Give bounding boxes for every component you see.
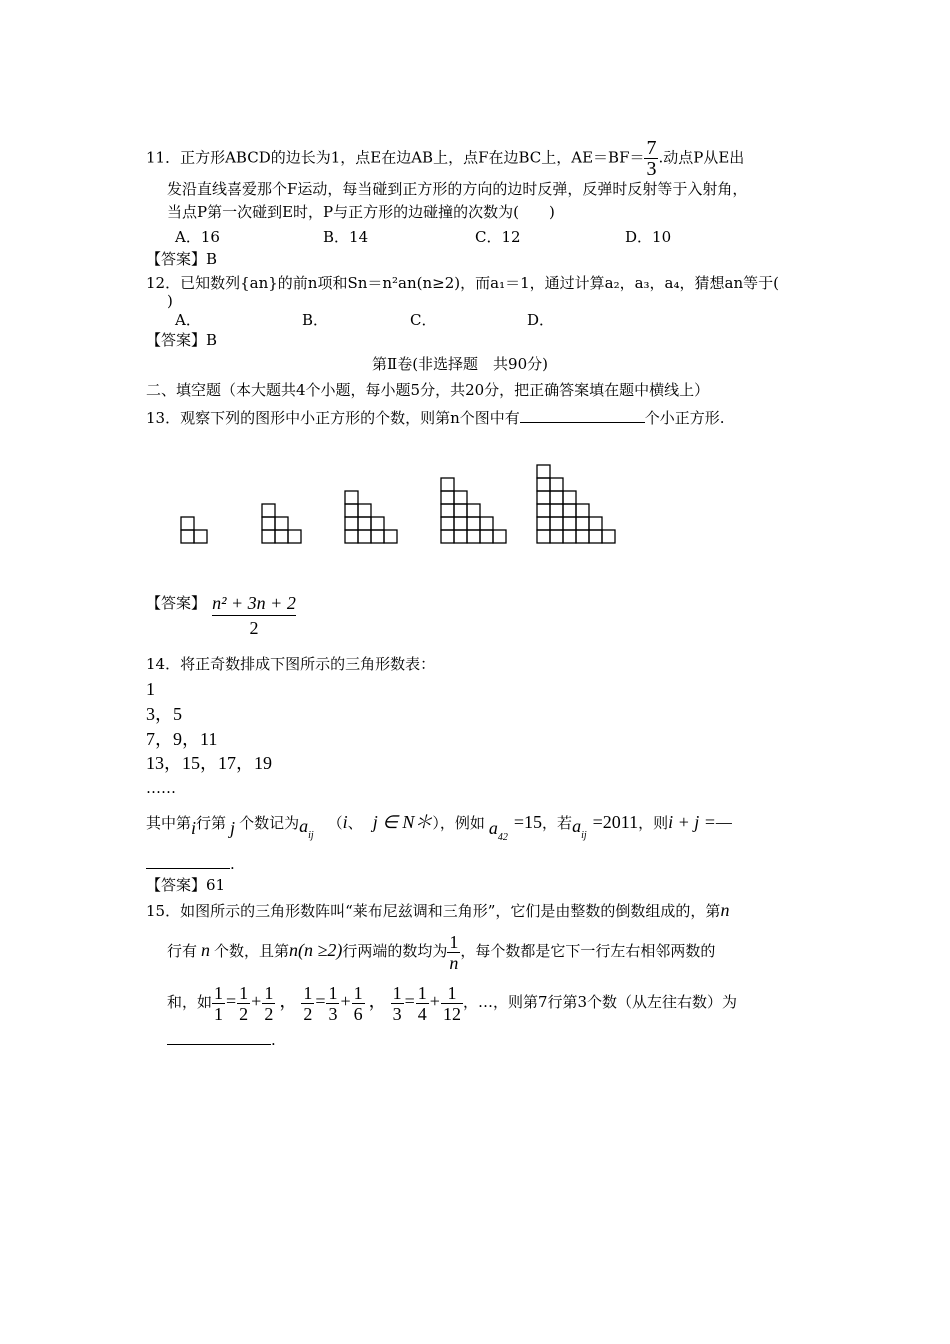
staircase-square: [454, 491, 467, 504]
q15-example-2-lhs-den: 2: [303, 1003, 313, 1024]
staircase-group: [181, 465, 615, 543]
section-title: 第Ⅱ卷(非选择题 共90分): [372, 355, 548, 373]
staircase-square: [550, 530, 563, 543]
q11-option-d: D．10: [625, 228, 672, 246]
staircase-square: [550, 517, 563, 530]
q15-example-1-term1: [237, 983, 250, 1024]
q14-row-ellipsis: ……: [146, 779, 176, 797]
q15-line2-d: ，每个数都是它下一行左右相邻两数的: [460, 942, 716, 960]
q15-example-3-lhs-den: 3: [392, 1003, 402, 1024]
q14-desc-j: j: [230, 818, 236, 838]
q15-answer-blank[interactable]: [167, 1030, 271, 1045]
q13-answer-blank[interactable]: [520, 406, 645, 423]
staircase-square: [480, 530, 493, 543]
q12-line2: ): [167, 292, 173, 310]
staircase-square: [441, 491, 454, 504]
q15-example-1-term1-num: 1: [239, 982, 249, 1003]
q15-example-1-lhs-den: 1: [214, 1003, 224, 1024]
q15-example-2-term2-num: 1: [353, 982, 363, 1003]
staircase-square: [563, 504, 576, 517]
q15-frac-num: 1: [449, 931, 459, 952]
staircase-square: [576, 530, 589, 543]
q14-intro: 14．将正奇数排成下图所示的三角形数表：: [146, 655, 436, 673]
q11-answer: 【答案】B: [146, 250, 218, 268]
staircase-square: [441, 517, 454, 530]
q15-example-1-term2: [262, 983, 275, 1024]
q15-example-2-lhs: [301, 983, 314, 1024]
q14-blank-line: [146, 852, 235, 874]
q14-desc-a42: a: [488, 818, 498, 838]
staircase-square: [589, 517, 602, 530]
q11-fraction: [644, 138, 658, 179]
q15-example-2-term1-den: 3: [328, 1003, 338, 1024]
staircase-square: [441, 478, 454, 491]
q15-line3-b: ，…，则第7行第3个数（从左往右数）为: [462, 993, 738, 1011]
q14-desc-sub-ij: ij: [308, 830, 314, 841]
q14-desc-12: ，则: [638, 814, 669, 832]
staircase-square: [454, 530, 467, 543]
q13-answer-numerator: [212, 591, 296, 616]
q14-desc-i: i: [191, 818, 197, 838]
q14-end: .: [230, 855, 235, 873]
q12-answer: 【答案】B: [146, 331, 218, 349]
q14-desc-aij: a: [299, 816, 309, 836]
q15-line1-n: n: [720, 900, 730, 920]
q15-end: .: [271, 1031, 276, 1049]
staircase-square: [345, 517, 358, 530]
staircase-square: [537, 504, 550, 517]
q15-line1-text: 15．如图所示的三角形数阵叫“莱布尼兹调和三角形”，它们是由整数的倒数组成的，第: [146, 902, 721, 920]
q11-text-pre: 11．正方形ABCD的边长为1，点E在边AB上，点F在边BC上，AE＝BF＝: [146, 148, 645, 167]
q15-line3-a: 和，如: [167, 993, 213, 1011]
staircase-square: [467, 530, 480, 543]
q15-example-1-term2-den: 2: [264, 1003, 274, 1024]
q14-row-4: 13，15，17，19: [146, 753, 272, 773]
staircase-figures: [0, 430, 950, 550]
q15-line1: [146, 900, 729, 921]
staircase-square: [467, 517, 480, 530]
q14-desc-8: ），例如: [432, 814, 485, 832]
q11-line2: 发沿直线喜爱那个F运动，每当碰到正方形的方向的边时反弹，反弹时反射等于入射角，: [167, 180, 748, 198]
q14-answer-blank[interactable]: [146, 852, 230, 869]
q13-answer-fraction: [212, 591, 296, 640]
q13-answer-label: 【答案】: [146, 594, 207, 612]
q12-line1: 12．已知数列{an}的前n项和Sn＝n²an(n≥2)，而a₁＝1，通过计算a₂，a₃，a₄，猜想an等于(: [146, 274, 779, 292]
q14-description: [146, 808, 732, 852]
staircase-square: [262, 530, 275, 543]
q14-desc-3: 个数记为: [239, 814, 300, 832]
staircase-square: [493, 530, 506, 543]
q15-line2-a: 行有: [167, 942, 198, 960]
staircase-square: [537, 478, 550, 491]
math-operator: +: [340, 991, 351, 1011]
q13-text: [146, 406, 725, 428]
q12-option-c: C．: [410, 311, 437, 329]
q13-text-post: 个小正方形.: [644, 409, 725, 427]
staircase-square: [358, 504, 371, 517]
q15-example-3-lhs: [391, 983, 404, 1024]
q14-desc-10: ，若: [542, 814, 573, 832]
staircase-square: [602, 530, 615, 543]
staircase-square: [345, 491, 358, 504]
q11-line1: [146, 138, 744, 179]
q15-example-3-term2-den: 12: [442, 1003, 461, 1024]
q15-example-2-lhs-num: 1: [303, 982, 313, 1003]
staircase-square: [454, 517, 467, 530]
q14-desc-13: i + j =—: [668, 812, 732, 832]
staircase-square: [563, 530, 576, 543]
q15-example-2-term1: [326, 983, 339, 1024]
q14-desc-a2: a: [572, 816, 582, 836]
q15-line2: [167, 926, 715, 975]
q12-option-d: D．: [527, 311, 555, 329]
math-operator: +: [429, 991, 440, 1011]
q15-line2-b: 个数，且第: [214, 942, 290, 960]
q14-desc-6: 、: [347, 814, 363, 832]
q15-example-3-term2: [441, 983, 463, 1024]
staircase-square: [262, 504, 275, 517]
q11-option-b: B．14: [323, 228, 369, 246]
q15-example-1-lhs: [212, 983, 225, 1024]
q14-desc-7: j ∈ N＊: [372, 812, 433, 832]
q15-example-3-term1-den: 4: [417, 1003, 427, 1024]
q13-answer-denominator: 2: [249, 618, 259, 638]
math-operator: =: [404, 991, 415, 1011]
section-subtitle: 二、填空题（本大题共4个小题，每小题5分，共20分，把正确答案填在题中横线上）: [146, 381, 710, 399]
staircase-square: [358, 530, 371, 543]
staircase-square: [371, 530, 384, 543]
staircase-square: [288, 530, 301, 543]
q11-option-c: C．12: [475, 228, 521, 246]
q11-frac-den: 3: [646, 158, 657, 180]
q14-desc-sub-ij2: ij: [581, 830, 587, 841]
q15-blank-line: [167, 1030, 276, 1050]
q11-frac-num: 7: [646, 137, 657, 159]
staircase-square: [371, 517, 384, 530]
q15-line2-cond: n(n ≥2): [289, 940, 343, 960]
staircase-square: [550, 504, 563, 517]
q14-desc-4: （: [327, 814, 343, 832]
staircase-square: [576, 504, 589, 517]
staircase-square: [181, 530, 194, 543]
staircase-square: [480, 517, 493, 530]
math-operator: ，: [368, 991, 387, 1011]
staircase-square: [537, 530, 550, 543]
staircase-square: [384, 530, 397, 543]
staircase-square: [275, 530, 288, 543]
q12-option-b: B．: [302, 311, 329, 329]
staircase-square: [358, 517, 371, 530]
q15-example-1-term2-num: 1: [264, 982, 274, 1003]
staircase-square: [181, 517, 194, 530]
staircase-square: [441, 530, 454, 543]
q14-desc-1: 其中第: [146, 814, 192, 832]
q14-row-1: 1: [146, 679, 155, 699]
staircase-square: [589, 530, 602, 543]
math-operator: ，: [279, 991, 298, 1011]
staircase-square: [576, 517, 589, 530]
q15-line2-n: n: [201, 940, 211, 960]
staircase-square: [563, 491, 576, 504]
q15-line2-c: 行两端的数均为: [342, 942, 448, 960]
q14-desc-9: =15: [513, 812, 543, 832]
q15-example-3-term1-num: 1: [417, 982, 427, 1003]
q14-desc-2: 行第: [196, 814, 227, 832]
staircase-square: [262, 517, 275, 530]
q15-example-1-lhs-num: 1: [214, 982, 224, 1003]
q15-example-2-term2: [352, 983, 365, 1024]
q15-examples: [212, 982, 463, 1024]
math-operator: +: [251, 991, 262, 1011]
staircase-square: [194, 530, 207, 543]
staircase-square: [550, 478, 563, 491]
q15-line3: [167, 977, 737, 1026]
q12-option-a: A．: [175, 311, 201, 329]
staircase-square: [454, 504, 467, 517]
q14-row-2: 3，5: [146, 704, 182, 724]
q14-answer: 【答案】61: [146, 876, 226, 894]
q15-example-1-term1-den: 2: [239, 1003, 249, 1024]
q15-frac-den: n: [449, 952, 459, 973]
q14-desc-sub-42: 42: [497, 832, 508, 843]
math-operator: =: [315, 991, 326, 1011]
q13-numerator-text: n² + 3n + 2: [212, 593, 296, 613]
staircase-square: [345, 504, 358, 517]
staircase-square: [537, 491, 550, 504]
staircase-square: [441, 504, 454, 517]
q15-example-3-term2-num: 1: [441, 983, 463, 1004]
q14-desc-5: i: [342, 812, 348, 832]
q11-text-post: .动点P从E出: [658, 148, 745, 167]
staircase-square: [467, 504, 480, 517]
q11-option-a: A．16: [175, 228, 220, 246]
math-operator: =: [226, 991, 237, 1011]
staircase-square: [550, 491, 563, 504]
q13-text-pre: 13．观察下列的图形中小正方形的个数，则第n个图中有: [146, 409, 520, 427]
q14-desc-11: =2011: [592, 812, 639, 832]
q15-example-2-term2-den: 6: [353, 1003, 363, 1024]
staircase-square: [537, 465, 550, 478]
q15-example-3-lhs-num: 1: [392, 982, 402, 1003]
q15-example-3-term1: [416, 983, 429, 1024]
q14-row-3: 7，9，11: [146, 729, 218, 749]
staircase-square: [345, 530, 358, 543]
q15-example-2-term1-num: 1: [328, 982, 338, 1003]
q11-line3: 当点P第一次碰到E时，P与正方形的边碰撞的次数为( ): [167, 203, 555, 221]
q15-frac-1-over-n: [447, 932, 460, 973]
staircase-square: [563, 517, 576, 530]
staircase-square: [537, 517, 550, 530]
staircase-square: [275, 517, 288, 530]
